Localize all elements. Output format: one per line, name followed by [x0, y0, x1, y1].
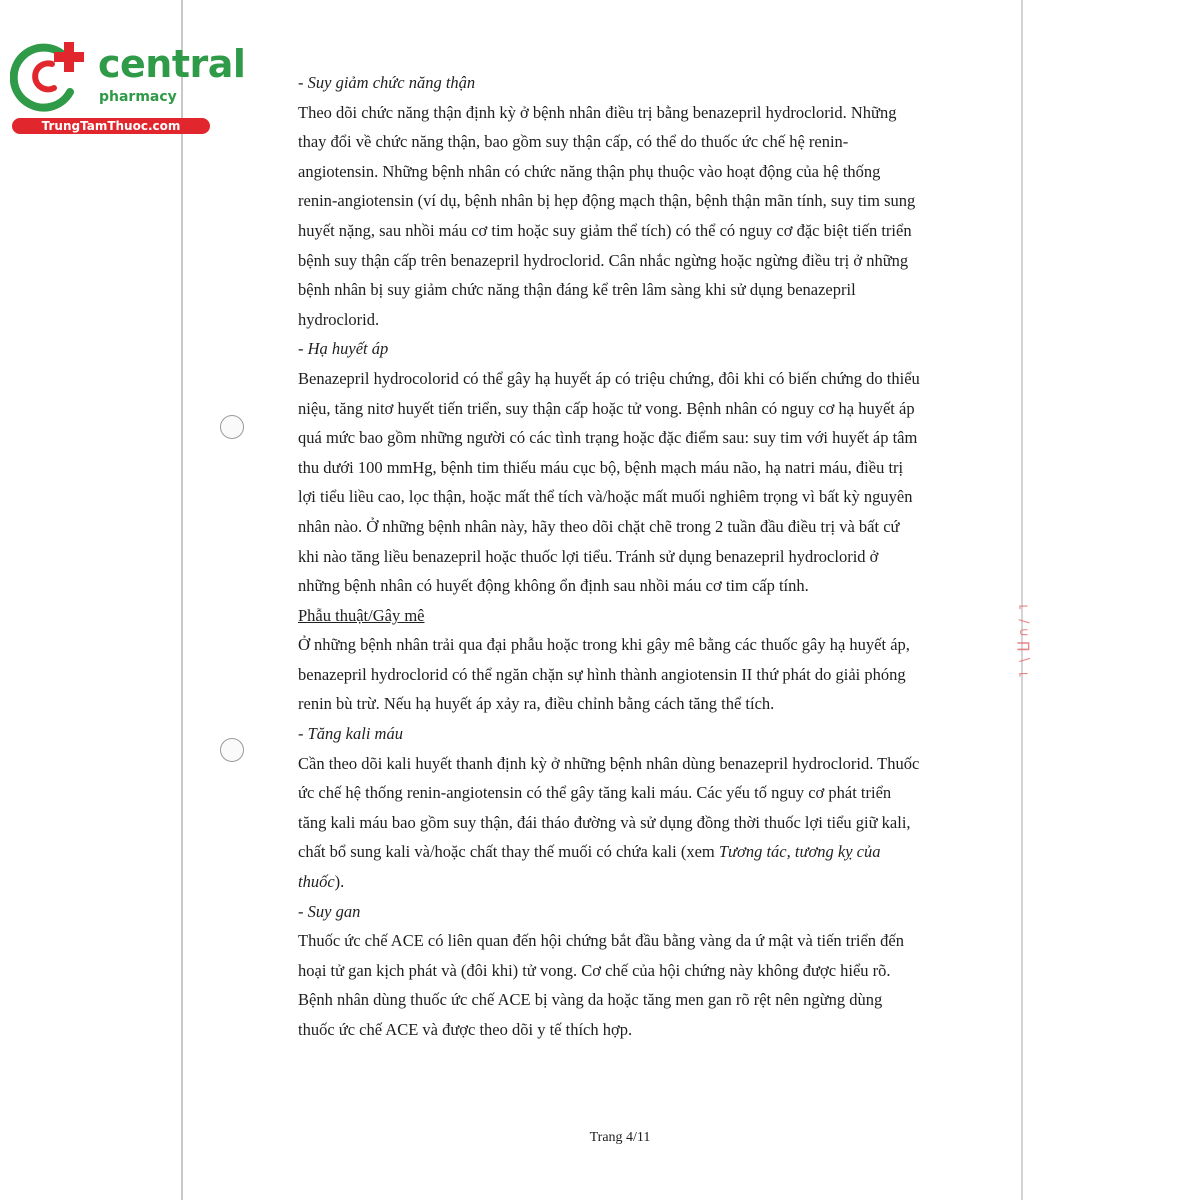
text-line: Thuốc ức chế ACE có liên quan đến hội chứng bắt đầu bằng vàng da ứ mật và tiến triển đến [298, 931, 904, 951]
logo-name: central [98, 42, 246, 86]
text-line: Bệnh nhân dùng thuốc ức chế ACE bị vàng da hoặc tăng men gan rõ rệt nên ngừng dùng [298, 990, 883, 1010]
text-line: lợi tiểu liều cao, lọc thận, hoặc mất thể tích và/hoặc mất muối nghiêm trọng vì bất kỳ nguyên [298, 487, 913, 507]
paragraph [298, 749, 953, 897]
text-line: renin bù trừ. Nếu hạ huyết áp xảy ra, điều chỉnh bằng cách tăng thể tích. [298, 694, 775, 714]
section-heading: Phẫu thuật/Gây mê [298, 605, 425, 625]
cross-reference: Tương tác, tương kỵ của [718, 842, 881, 862]
paragraph [298, 926, 953, 1044]
text-line: Cần theo dõi kali huyết thanh định kỳ ở những bệnh nhân dùng benazepril hydroclorid. Thuốc [298, 753, 920, 773]
paragraph [298, 630, 953, 719]
text-line: renin-angiotensin (ví dụ, bệnh nhân bị hẹp động mạch thận, bệnh thận mãn tính, suy tim sung [298, 191, 916, 211]
partial-stamp: ⌐ ∕ ∪ ∏ ∖ ⌐ [1016, 600, 1031, 683]
punch-hole-top [220, 415, 244, 439]
text-line [298, 867, 953, 897]
text-line: Benazepril hydrocolorid có thể gây hạ huyết áp có triệu chứng, đôi khi có biến chứng do thiểu [298, 368, 920, 388]
pharmacy-cross-icon [10, 38, 90, 114]
text-line: bệnh suy thận cấp trên benazepril hydroclorid. Cân nhắc ngừng hoặc ngừng điều trị ở những [298, 250, 909, 270]
section-heading: - Hạ huyết áp [298, 339, 389, 359]
text-line: angiotensin. Những bệnh nhân có chức năng thận phụ thuộc vào hoạt động của hệ thống [298, 161, 881, 181]
paragraph [298, 364, 953, 601]
central-pharmacy-logo[interactable] [10, 38, 246, 138]
section-heading: - Suy gan [298, 901, 361, 921]
text-line [298, 837, 953, 867]
text-line: thu dưới 100 mmHg, bệnh tim thiếu máu cục bộ, bệnh mạch máu não, hạ natri máu, điều trị [298, 457, 904, 477]
text-line: hydroclorid. [298, 309, 380, 329]
punch-hole-bottom [220, 738, 244, 762]
text-line: tăng kali máu bao gồm suy thận, đái tháo đường và sử dụng đồng thời thuốc lợi tiểu giữ kali, [298, 812, 911, 832]
text-line: thay đổi về chức năng thận, bao gồm suy thận cấp, có thể do thuốc ức chế hệ renin- [298, 132, 849, 152]
text-line: hoại tử gan kịch phát và (đôi khi) tử vong. Cơ chế của hội chứng này không được hiểu rõ. [298, 960, 891, 980]
logo-subtitle: pharmacy [99, 89, 177, 105]
text-line: niệu, tăng nitơ huyết tiến triển, suy thận cấp hoặc tử vong. Bệnh nhân có nguy cơ hạ huyết áp [298, 398, 915, 418]
section-heading: - Suy giảm chức năng thận [298, 73, 476, 92]
text-line: những bệnh nhân có huyết động không ổn định sau nhồi máu cơ tim cấp tính. [298, 576, 809, 596]
logo-domain[interactable]: TrungTamThuoc.com [12, 118, 210, 134]
page-edge-left [181, 0, 183, 1200]
section-heading: - Tăng kali máu [298, 724, 403, 744]
text-line: thuốc ức chế ACE và được theo dõi y tế thích hợp. [298, 1020, 633, 1039]
text-line: bệnh nhân bị suy giảm chức năng thận đáng kể trên lâm sàng khi sử dụng benazepril [298, 280, 856, 300]
cross-reference-continued: thuốc [298, 872, 335, 892]
page-number: Trang 4/11 [589, 1130, 651, 1145]
text-line: huyết nặng, sau nhồi máu cơ tim hoặc suy giảm thể tích) có thể có nguy cơ đặc biệt tiến triển [298, 220, 912, 240]
text-segment: ). [334, 872, 345, 892]
document-body [298, 68, 953, 1045]
text-line: benazepril hydroclorid có thể ngăn chặn sự hình thành angiotensin II thứ phát do giải phóng [298, 664, 906, 684]
text-line: khi nào tăng liều benazepril hoặc thuốc lợi tiểu. Tránh sử dụng benazepril hydroclorid ở [298, 546, 879, 566]
text-line: ức chế hệ thống renin-angiotensin có thể gây tăng kali máu. Các yếu tố nguy cơ phát triển [298, 783, 892, 803]
text-line: nhân nào. Ở những bệnh nhân này, hãy theo dõi chặt chẽ trong 2 tuần đầu điều trị và bất cứ [298, 516, 900, 536]
paragraph [298, 98, 953, 335]
text-line: quá mức bao gồm những người có các tình trạng hoặc đặc điểm sau: suy tim với huyết áp tâm [298, 428, 918, 448]
text-line: Ở những bệnh nhân trải qua đại phẫu hoặc trong khi gây mê bằng các thuốc gây hạ huyết áp, [298, 635, 910, 655]
text-line: Theo dõi chức năng thận định kỳ ở bệnh nhân điều trị bằng benazepril hydroclorid. Những [298, 102, 897, 122]
text-segment: chất bổ sung kali và/hoặc chất thay thế muối có chứa kali (xem [298, 842, 719, 862]
